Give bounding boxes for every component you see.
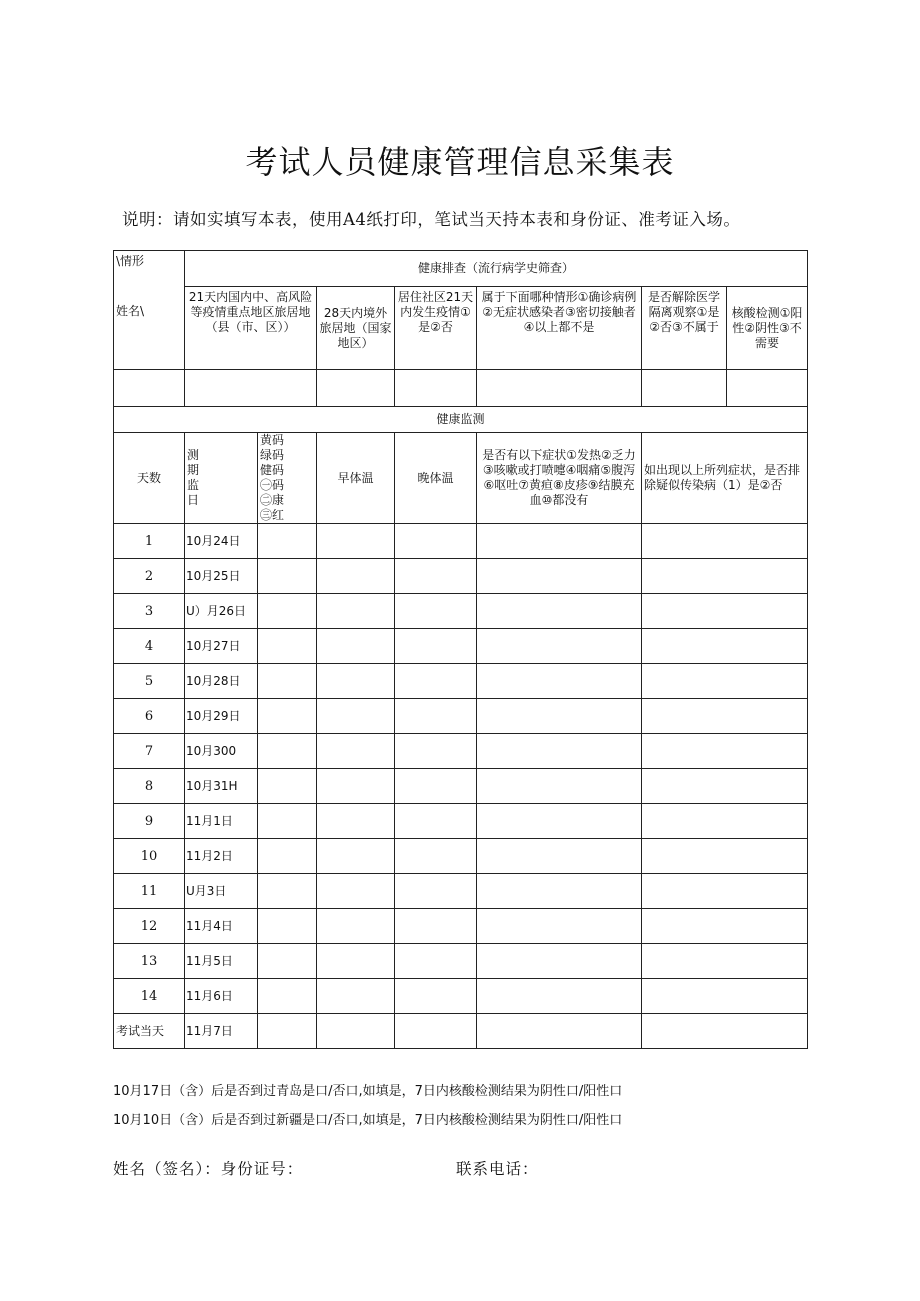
- symptoms-cell[interactable]: [477, 804, 642, 839]
- health-code-cell[interactable]: [258, 944, 317, 979]
- qingdao-declaration: 10月17日（含）后是否到过青岛是口/否口,如填是，7日内核酸检测结果为阴性口/阳性口: [113, 1084, 623, 1099]
- suspect-cell[interactable]: [642, 979, 808, 1014]
- date-cell: 10月28日: [185, 664, 258, 699]
- health-code-cell[interactable]: [258, 804, 317, 839]
- evening-temp-cell[interactable]: [395, 839, 477, 874]
- day-number: 2: [114, 559, 185, 594]
- instructions-note: 说明：请如实填写本表，使用A4纸打印，笔试当天持本表和身份证、准考证入场。: [122, 210, 741, 229]
- suspect-cell[interactable]: [642, 1014, 808, 1049]
- community-input-cell[interactable]: [395, 370, 477, 407]
- header-corner-cell: [114, 251, 185, 370]
- day-number: 1: [114, 524, 185, 559]
- date-cell: 10月31H: [185, 769, 258, 804]
- col-days: 天数: [114, 433, 185, 524]
- suspect-cell[interactable]: [642, 909, 808, 944]
- health-code-cell[interactable]: [258, 699, 317, 734]
- phone-label: 联系电话：: [456, 1160, 539, 1178]
- morning-temp-cell[interactable]: [317, 699, 395, 734]
- screening-col-isolation: 是否解除医学隔离观察①是②否③不属于: [642, 287, 727, 370]
- table-row: [114, 804, 808, 839]
- date-cell: 10月27日: [185, 629, 258, 664]
- suspect-cell[interactable]: [642, 664, 808, 699]
- day-number: 11: [114, 874, 185, 909]
- overseas-input-cell[interactable]: [317, 370, 395, 407]
- day-number: 8: [114, 769, 185, 804]
- page-title: 考试人员健康管理信息采集表: [245, 143, 675, 181]
- morning-temp-cell[interactable]: [317, 979, 395, 1014]
- col-date: 测期监日: [185, 433, 258, 524]
- monitor-header: 健康监测: [114, 407, 808, 433]
- suspect-cell[interactable]: [642, 734, 808, 769]
- screening-col-nucleic-test: 核酸检测①阳性②阴性③不需要: [727, 287, 808, 370]
- date-cell: 10月24日: [185, 524, 258, 559]
- date-cell: 11月4日: [185, 909, 258, 944]
- table-row: [114, 874, 808, 909]
- suspect-cell[interactable]: [642, 944, 808, 979]
- evening-temp-cell[interactable]: [395, 909, 477, 944]
- symptoms-cell[interactable]: [477, 629, 642, 664]
- date-cell: 10月300: [185, 734, 258, 769]
- symptoms-cell[interactable]: [477, 839, 642, 874]
- signature-id-label: 姓名（签名）：身份证号：: [113, 1160, 304, 1178]
- date-cell: 11月7日: [185, 1014, 258, 1049]
- morning-temp-cell[interactable]: [317, 524, 395, 559]
- corner-bottom-label: 姓名\: [116, 304, 145, 318]
- date-cell: 11月5日: [185, 944, 258, 979]
- evening-temp-cell[interactable]: [395, 664, 477, 699]
- symptoms-cell[interactable]: [477, 699, 642, 734]
- date-cell: 11月1日: [185, 804, 258, 839]
- screening-col-overseas: 28天内境外旅居地（国家地区）: [317, 287, 395, 370]
- health-code-cell[interactable]: [258, 979, 317, 1014]
- table-row: [114, 944, 808, 979]
- isolation-input-cell[interactable]: [642, 370, 727, 407]
- day-number: 14: [114, 979, 185, 1014]
- day-number: 13: [114, 944, 185, 979]
- table-row: [114, 699, 808, 734]
- table-row: [114, 524, 808, 559]
- morning-temp-cell[interactable]: [317, 769, 395, 804]
- morning-temp-cell[interactable]: [317, 594, 395, 629]
- suspect-cell[interactable]: [642, 804, 808, 839]
- suspect-cell[interactable]: [642, 699, 808, 734]
- symptoms-cell[interactable]: [477, 909, 642, 944]
- morning-temp-cell[interactable]: [317, 629, 395, 664]
- health-code-cell[interactable]: [258, 664, 317, 699]
- health-info-table: [113, 250, 808, 1049]
- morning-temp-cell[interactable]: [317, 664, 395, 699]
- evening-temp-cell[interactable]: [395, 734, 477, 769]
- day-number: 考试当天: [114, 1014, 185, 1049]
- date-cell: U）月26日: [185, 594, 258, 629]
- day-number: 3: [114, 594, 185, 629]
- symptoms-cell[interactable]: [477, 979, 642, 1014]
- date-cell: 11月6日: [185, 979, 258, 1014]
- date-cell: U月3日: [185, 874, 258, 909]
- suspect-cell[interactable]: [642, 594, 808, 629]
- evening-temp-cell[interactable]: [395, 1014, 477, 1049]
- table-row: [114, 909, 808, 944]
- health-code-cell[interactable]: [258, 629, 317, 664]
- symptoms-cell[interactable]: [477, 1014, 642, 1049]
- health-code-cell[interactable]: [258, 769, 317, 804]
- health-code-cell[interactable]: [258, 524, 317, 559]
- col-symptoms: 是否有以下症状①发热②乏力③咳嗽或打喷嚏④咽痛⑤腹泻⑥呕吐⑦黄疸⑧皮疹⑨结膜充血⑩都没有: [477, 433, 642, 524]
- morning-temp-cell[interactable]: [317, 804, 395, 839]
- morning-temp-cell[interactable]: [317, 559, 395, 594]
- date-cell: 10月25日: [185, 559, 258, 594]
- health-code-cell[interactable]: [258, 734, 317, 769]
- morning-temp-cell[interactable]: [317, 734, 395, 769]
- suspect-cell[interactable]: [642, 524, 808, 559]
- screening-col-case-type: 属于下面哪种情形①确诊病例②无症状感染者③密切接触者④以上都不是: [477, 287, 642, 370]
- morning-temp-cell[interactable]: [317, 944, 395, 979]
- day-number: 10: [114, 839, 185, 874]
- day-number: 9: [114, 804, 185, 839]
- health-code-cell[interactable]: [258, 909, 317, 944]
- evening-temp-cell[interactable]: [395, 769, 477, 804]
- health-code-cell[interactable]: [258, 559, 317, 594]
- suspect-cell[interactable]: [642, 839, 808, 874]
- evening-temp-cell[interactable]: [395, 944, 477, 979]
- evening-temp-cell[interactable]: [395, 594, 477, 629]
- morning-temp-cell[interactable]: [317, 874, 395, 909]
- symptoms-cell[interactable]: [477, 769, 642, 804]
- risk-area-input-cell[interactable]: [185, 370, 317, 407]
- table-row: [114, 629, 808, 664]
- evening-temp-cell[interactable]: [395, 699, 477, 734]
- day-number: 5: [114, 664, 185, 699]
- day-number: 6: [114, 699, 185, 734]
- suspect-cell[interactable]: [642, 559, 808, 594]
- case-type-input-cell[interactable]: [477, 370, 642, 407]
- xinjiang-declaration: 10月10日（含）后是否到过新疆是口/否口,如填是，7日内核酸检测结果为阴性口/阳性口: [113, 1113, 623, 1128]
- col-morning-temp: 早体温: [317, 433, 395, 524]
- morning-temp-cell[interactable]: [317, 839, 395, 874]
- screening-col-community: 居住社区21天内发生疫情①是②否: [395, 287, 477, 370]
- screening-col-risk-area: 21天内国内中、高风险等疫情重点地区旅居地（县（市、区））: [185, 287, 317, 370]
- col-suspect-exclusion: 如出现以上所列症状，是否排除疑似传染病（1）是②否: [642, 433, 808, 524]
- symptoms-cell[interactable]: [477, 524, 642, 559]
- symptoms-cell[interactable]: [477, 664, 642, 699]
- symptoms-cell[interactable]: [477, 559, 642, 594]
- symptoms-cell[interactable]: [477, 874, 642, 909]
- health-code-cell[interactable]: [258, 594, 317, 629]
- evening-temp-cell[interactable]: [395, 979, 477, 1014]
- health-code-cell[interactable]: [258, 1014, 317, 1049]
- suspect-cell[interactable]: [642, 769, 808, 804]
- screening-input-row: [114, 370, 808, 407]
- date-cell: 10月29日: [185, 699, 258, 734]
- suspect-cell[interactable]: [642, 629, 808, 664]
- col-health-code: 黄码绿码健码㊀码㊁康㊂红: [258, 433, 317, 524]
- table-row: [114, 664, 808, 699]
- evening-temp-cell[interactable]: [395, 874, 477, 909]
- screening-header: 健康排查（流行病学史筛查）: [185, 251, 808, 287]
- health-code-cell[interactable]: [258, 874, 317, 909]
- symptoms-cell[interactable]: [477, 734, 642, 769]
- date-cell: 11月2日: [185, 839, 258, 874]
- evening-temp-cell[interactable]: [395, 804, 477, 839]
- table-row: [114, 559, 808, 594]
- col-evening-temp: 晚体温: [395, 433, 477, 524]
- evening-temp-cell[interactable]: [395, 629, 477, 664]
- day-number: 4: [114, 629, 185, 664]
- table-row: [114, 734, 808, 769]
- morning-temp-cell[interactable]: [317, 1014, 395, 1049]
- name-input-cell[interactable]: [114, 370, 185, 407]
- suspect-cell[interactable]: [642, 874, 808, 909]
- health-code-cell[interactable]: [258, 839, 317, 874]
- evening-temp-cell[interactable]: [395, 559, 477, 594]
- table-row: [114, 1014, 808, 1049]
- table-row: [114, 839, 808, 874]
- symptoms-cell[interactable]: [477, 944, 642, 979]
- evening-temp-cell[interactable]: [395, 524, 477, 559]
- day-number: 7: [114, 734, 185, 769]
- corner-top-label: \情形: [116, 254, 145, 268]
- morning-temp-cell[interactable]: [317, 909, 395, 944]
- table-row: [114, 979, 808, 1014]
- nucleic-test-input-cell[interactable]: [727, 370, 808, 407]
- day-number: 12: [114, 909, 185, 944]
- table-row: [114, 769, 808, 804]
- symptoms-cell[interactable]: [477, 594, 642, 629]
- table-row: [114, 594, 808, 629]
